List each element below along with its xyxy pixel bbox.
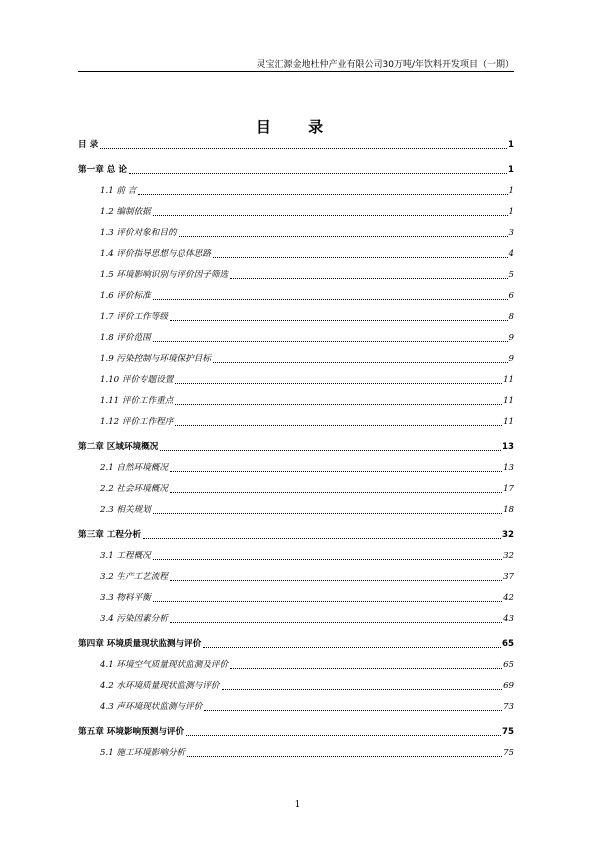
toc-section-entry[interactable] <box>78 312 514 323</box>
toc-section-entry[interactable] <box>78 702 514 713</box>
toc-entry-label: 1.9 污染控制与环境保护目标 <box>100 354 211 364</box>
toc-dot-leader <box>175 404 502 405</box>
toc-entry-page: 18 <box>503 505 514 515</box>
toc-entry-label: 1.2 编制依据 <box>100 207 151 217</box>
toc-section-entry[interactable] <box>78 333 514 344</box>
toc-entry-label: 1.5 环境影响识别与评价因子筛选 <box>100 270 229 280</box>
toc-entry-label: 3.4 污染因素分析 <box>100 614 168 624</box>
toc-entry-page: 1 <box>508 186 514 196</box>
toc-section-entry[interactable] <box>78 505 514 516</box>
toc-entry-page: 9 <box>508 354 514 364</box>
toc-entry-label: 1.3 评价对象和目的 <box>100 228 177 238</box>
toc-chapter-entry[interactable] <box>78 530 514 541</box>
toc-dot-leader <box>230 278 507 279</box>
toc-dot-leader <box>230 668 502 669</box>
toc-entry-label: 1.12 评价工作程序 <box>100 417 174 427</box>
header-rule <box>78 71 514 72</box>
toc-dot-leader <box>129 173 507 174</box>
toc-section-entry[interactable] <box>78 551 514 562</box>
toc-entry-label: 5.1 施工环境影响分析 <box>100 748 186 758</box>
page-number: 1 <box>294 800 301 810</box>
toc-dot-leader <box>153 215 508 216</box>
toc-entry-page: 8 <box>508 312 514 322</box>
toc-dot-leader <box>138 194 507 195</box>
toc-entry-label: 1.11 评价工作重点 <box>100 396 174 406</box>
toc-section-entry[interactable] <box>78 228 514 239</box>
toc-chapter-entry[interactable] <box>78 140 514 151</box>
toc-dot-leader <box>187 756 502 757</box>
toc-entry-label: 目 录 <box>78 140 99 150</box>
toc-entry-page: 75 <box>503 748 514 758</box>
toc-dot-leader <box>170 492 502 493</box>
toc-section-entry[interactable] <box>78 291 514 302</box>
toc-section-entry[interactable] <box>78 207 514 218</box>
toc-entry-page: 4 <box>508 249 514 259</box>
toc-entry-page: 65 <box>503 660 514 670</box>
toc-entry-page: 37 <box>503 572 514 582</box>
toc-dot-leader <box>170 320 508 321</box>
toc-entry-label: 4.2 水环境质量现状监测与评价 <box>100 681 220 691</box>
toc-chapter-entry[interactable] <box>78 442 514 453</box>
toc-dot-leader <box>175 425 502 426</box>
toc-entry-page: 75 <box>502 727 514 737</box>
toc-entry-label: 3.2 生产工艺流程 <box>100 572 168 582</box>
running-header: 灵宝汇源金地杜仲产业有限公司30万吨/年饮料开发项目（一期） <box>256 60 514 70</box>
toc-dot-leader <box>170 580 502 581</box>
toc-entry-page: 1 <box>508 165 514 175</box>
toc-dot-leader <box>153 299 508 300</box>
toc-dot-leader <box>143 538 501 539</box>
toc-dot-leader <box>100 148 507 149</box>
toc-section-entry[interactable] <box>78 375 514 386</box>
toc-section-entry[interactable] <box>78 463 514 474</box>
toc-entry-label: 1.7 评价工作等级 <box>100 312 168 322</box>
toc-dot-leader <box>153 513 502 514</box>
toc-entry-page: 13 <box>503 463 514 473</box>
toc-entry-page: 5 <box>508 270 514 280</box>
toc-entry-page: 65 <box>502 639 514 649</box>
page-title: 目 录 <box>255 118 340 136</box>
toc-entry-label: 4.1 环境空气质量现状监测及评价 <box>100 660 229 670</box>
toc-entry-page: 32 <box>503 551 514 561</box>
toc-entry-page: 43 <box>503 614 514 624</box>
toc-section-entry[interactable] <box>78 249 514 260</box>
toc-dot-leader <box>204 710 502 711</box>
toc-dot-leader <box>179 236 508 237</box>
toc-section-entry[interactable] <box>78 484 514 495</box>
toc-chapter-entry[interactable] <box>78 639 514 650</box>
toc-dot-leader <box>170 471 502 472</box>
toc-section-entry[interactable] <box>78 396 514 407</box>
toc-entry-page: 9 <box>508 333 514 343</box>
toc-entry-page: 6 <box>508 291 514 301</box>
toc-section-entry[interactable] <box>78 186 514 197</box>
toc-section-entry[interactable] <box>78 572 514 583</box>
toc-entry-page: 13 <box>502 442 514 452</box>
toc-entry-label: 4.3 声环境现状监测与评价 <box>100 702 203 712</box>
toc-section-entry[interactable] <box>78 270 514 281</box>
toc-dot-leader <box>186 735 501 736</box>
toc-section-entry[interactable] <box>78 681 514 692</box>
toc-entry-label: 2.1 自然环境概况 <box>100 463 168 473</box>
toc-entry-label: 3.1 工程概况 <box>100 551 151 561</box>
toc-entry-label: 第二章 区域环境概况 <box>78 442 159 452</box>
toc-entry-page: 1 <box>508 140 514 150</box>
toc-section-entry[interactable] <box>78 614 514 625</box>
toc-dot-leader <box>160 450 501 451</box>
table-of-contents <box>78 140 514 759</box>
toc-entry-page: 11 <box>503 396 514 406</box>
toc-entry-page: 11 <box>503 417 514 427</box>
toc-entry-page: 1 <box>508 207 514 217</box>
toc-section-entry[interactable] <box>78 417 514 428</box>
toc-entry-label: 1.10 评价专题设置 <box>100 375 174 385</box>
toc-entry-label: 第四章 环境质量现状监测与评价 <box>78 639 202 649</box>
toc-chapter-entry[interactable] <box>78 165 514 176</box>
toc-section-entry[interactable] <box>78 660 514 671</box>
toc-dot-leader <box>153 559 502 560</box>
toc-entry-label: 2.2 社会环境概况 <box>100 484 168 494</box>
toc-entry-label: 1.8 评价范围 <box>100 333 151 343</box>
toc-dot-leader <box>203 647 501 648</box>
toc-section-entry[interactable] <box>78 354 514 365</box>
toc-entry-label: 1.1 前 言 <box>100 186 137 196</box>
toc-entry-page: 32 <box>502 530 514 540</box>
toc-dot-leader <box>153 601 502 602</box>
toc-entry-label: 1.6 评价标准 <box>100 291 151 301</box>
toc-entry-page: 69 <box>503 681 514 691</box>
toc-entry-page: 73 <box>503 702 514 712</box>
toc-entry-label: 1.4 评价指导思想与总体思路 <box>100 249 211 259</box>
toc-entry-label: 第五章 环境影响预测与评价 <box>78 727 185 737</box>
toc-entry-label: 2.3 相关规划 <box>100 505 151 515</box>
toc-entry-label: 第三章 工程分析 <box>78 530 142 540</box>
toc-entry-page: 3 <box>508 228 514 238</box>
toc-dot-leader <box>213 362 508 363</box>
toc-entry-page: 17 <box>503 484 514 494</box>
toc-entry-label: 第一章 总 论 <box>78 165 127 175</box>
toc-dot-leader <box>222 689 503 690</box>
toc-dot-leader <box>213 257 508 258</box>
toc-dot-leader <box>153 341 508 342</box>
toc-section-entry[interactable] <box>78 748 514 759</box>
toc-entry-label: 3.3 物料平衡 <box>100 593 151 603</box>
toc-entry-page: 11 <box>503 375 514 385</box>
toc-section-entry[interactable] <box>78 593 514 604</box>
toc-entry-page: 42 <box>503 593 514 603</box>
toc-chapter-entry[interactable] <box>78 727 514 738</box>
toc-dot-leader <box>170 622 502 623</box>
toc-dot-leader <box>175 383 502 384</box>
